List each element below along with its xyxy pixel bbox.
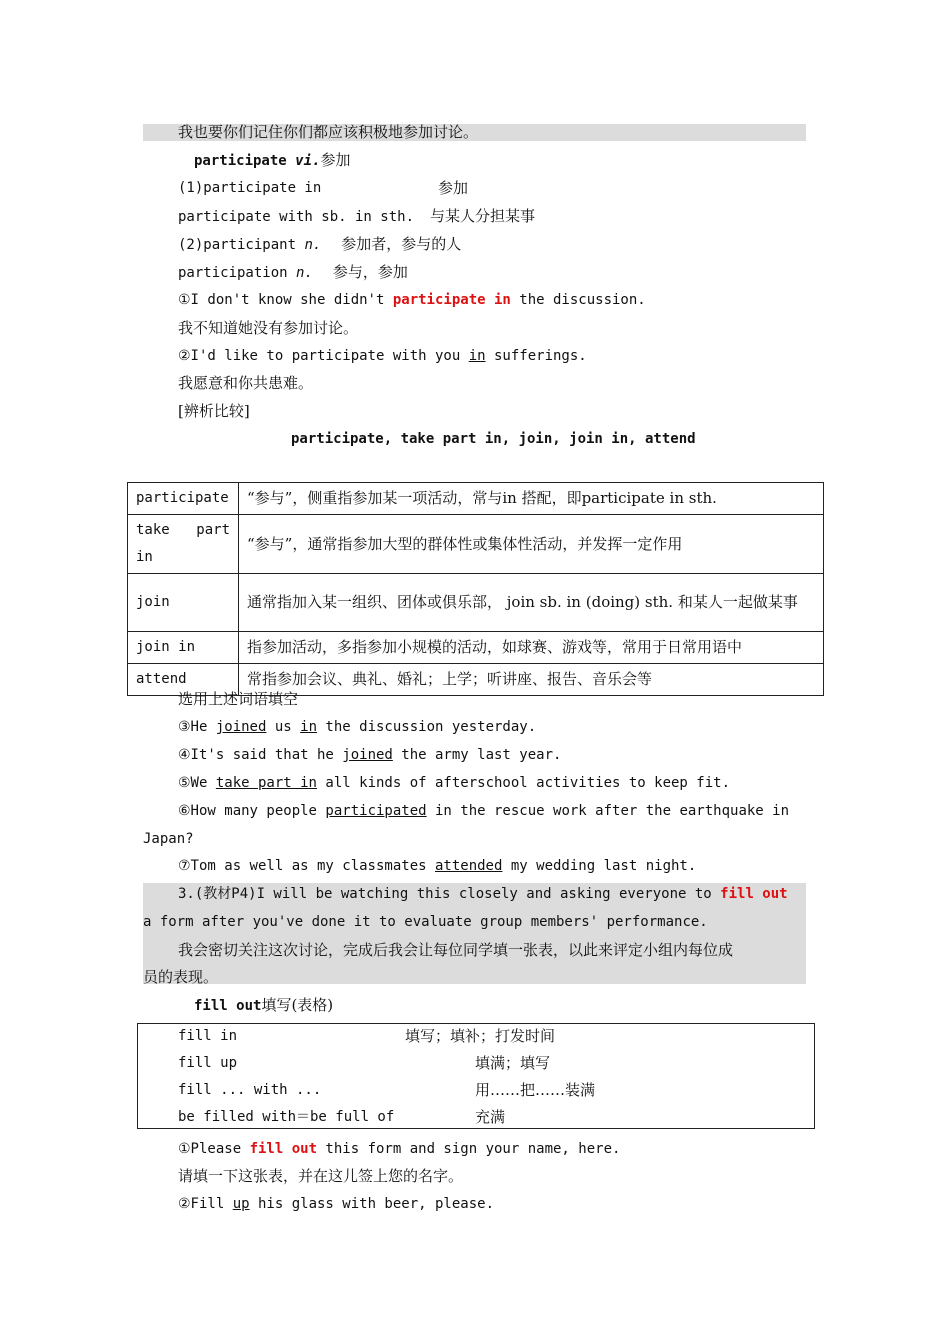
headword-meaning: 参加 <box>320 151 351 169</box>
phrase-box <box>137 1023 815 1129</box>
chinese-sentence: 我也要你们记住你们都应该积极地参加讨论。 <box>178 123 479 141</box>
part-of-speech: vi. <box>295 153 321 169</box>
table-row <box>128 632 824 664</box>
phrase-meaning: 用……把……装满 <box>475 1081 596 1099</box>
phrase-participate-with: participate with sb. in sth. 与某人分担某事 <box>178 207 536 225</box>
table-cell-desc: 通常指加入某一组织、团体或俱乐部， join sb. in (doing) sth. 和某人一起做某事 <box>239 574 824 632</box>
textbook-sentence-continued: a form after you've done it to evaluate group members' performance. <box>143 914 708 930</box>
table-row <box>128 574 824 632</box>
phrase-word: be filled with＝be full of <box>178 1109 395 1125</box>
exercise-item: ③He joined us in the discussion yesterday. <box>178 719 537 735</box>
chinese-translation: 我会密切关注这次讨论，完成后我会让每位同学填一张表，以此来评定小组内每位成 <box>178 941 734 959</box>
example-sentence: ②Fill up his glass with beer, please. <box>178 1196 494 1212</box>
exercise-instruction: 选用上述词语填空 <box>178 690 299 708</box>
exercise-item: ⑦Tom as well as my classmates attended my wedding last night. <box>178 858 697 874</box>
derivative-participation: participation n. 参与，参加 <box>178 263 408 281</box>
phrase-meaning: 填写；填补；打发时间 <box>405 1027 556 1045</box>
exercise-item: ⑤We take part in all kinds of afterschool activities to keep fit. <box>178 775 731 791</box>
phrase-meaning: 参加 <box>438 179 469 197</box>
example-translation: 我不知道她没有参加讨论。 <box>178 319 359 337</box>
phrase-meaning: 充满 <box>475 1108 506 1126</box>
table-cell-desc: 常指参加会议、典礼、婚礼；上学；听讲座、报告、音乐会等 <box>239 664 824 696</box>
comparison-table <box>127 482 824 696</box>
table-cell-word: attend <box>128 664 239 696</box>
exercise-item: ⑥How many people participated in the rescue work after the earthquake in <box>178 803 790 819</box>
entry-headword <box>194 995 333 1016</box>
example-sentence: ①I don't know she didn't participate in the discussion. <box>178 292 646 308</box>
entry-headword <box>194 150 350 171</box>
phrase-meaning: 填满；填写 <box>475 1054 551 1072</box>
example-sentence: ①Please fill out this form and sign your name, here. <box>178 1141 621 1157</box>
headword: participate <box>194 153 296 169</box>
headword-meaning: 填写(表格) <box>261 996 334 1014</box>
table-cell-desc: 指参加活动，多指参加小规模的活动，如球赛、游戏等，常用于日常用语中 <box>239 632 824 664</box>
table-cell-word: join <box>128 574 239 632</box>
example-translation: 我愿意和你共患难。 <box>178 374 314 392</box>
headword: fill out <box>194 998 262 1014</box>
example-translation: 请填一下这张表，并在这儿签上您的名字。 <box>178 1167 464 1185</box>
example-sentence: ②I'd like to participate with you in sufferings. <box>178 348 587 364</box>
exercise-item-continued: Japan? <box>143 831 194 847</box>
phrase-word: fill ... with ... <box>178 1082 322 1098</box>
chinese-translation-continued: 员的表现。 <box>143 968 219 986</box>
exercise-item: ④It's said that he joined the army last year. <box>178 747 562 763</box>
derivative-participant: (2)participant n. 参加者，参与的人 <box>178 235 462 253</box>
phrase-word: fill up <box>178 1055 238 1071</box>
textbook-sentence: 3.(教材P4)I will be watching this closely and asking everyone to fill out <box>178 886 788 902</box>
table-row <box>128 515 824 574</box>
phrase-word: fill in <box>178 1028 238 1044</box>
table-cell-desc: “参与”，侧重指参加某一项活动，常与in 搭配，即participate in sth. <box>239 483 824 515</box>
table-cell-desc: “参与”，通常指参加大型的群体性或集体性活动，并发挥一定作用 <box>239 515 824 574</box>
table-cell-word: participate <box>128 483 239 515</box>
comparison-title: participate, take part in, join, join in, attend <box>291 431 696 447</box>
table-cell-word: join in <box>128 632 239 664</box>
table-cell-word: take part in <box>128 515 239 574</box>
phrase-participate-in: (1)participate in <box>178 180 322 196</box>
section-tag: [辨析比较] <box>178 402 250 420</box>
table-row <box>128 483 824 515</box>
